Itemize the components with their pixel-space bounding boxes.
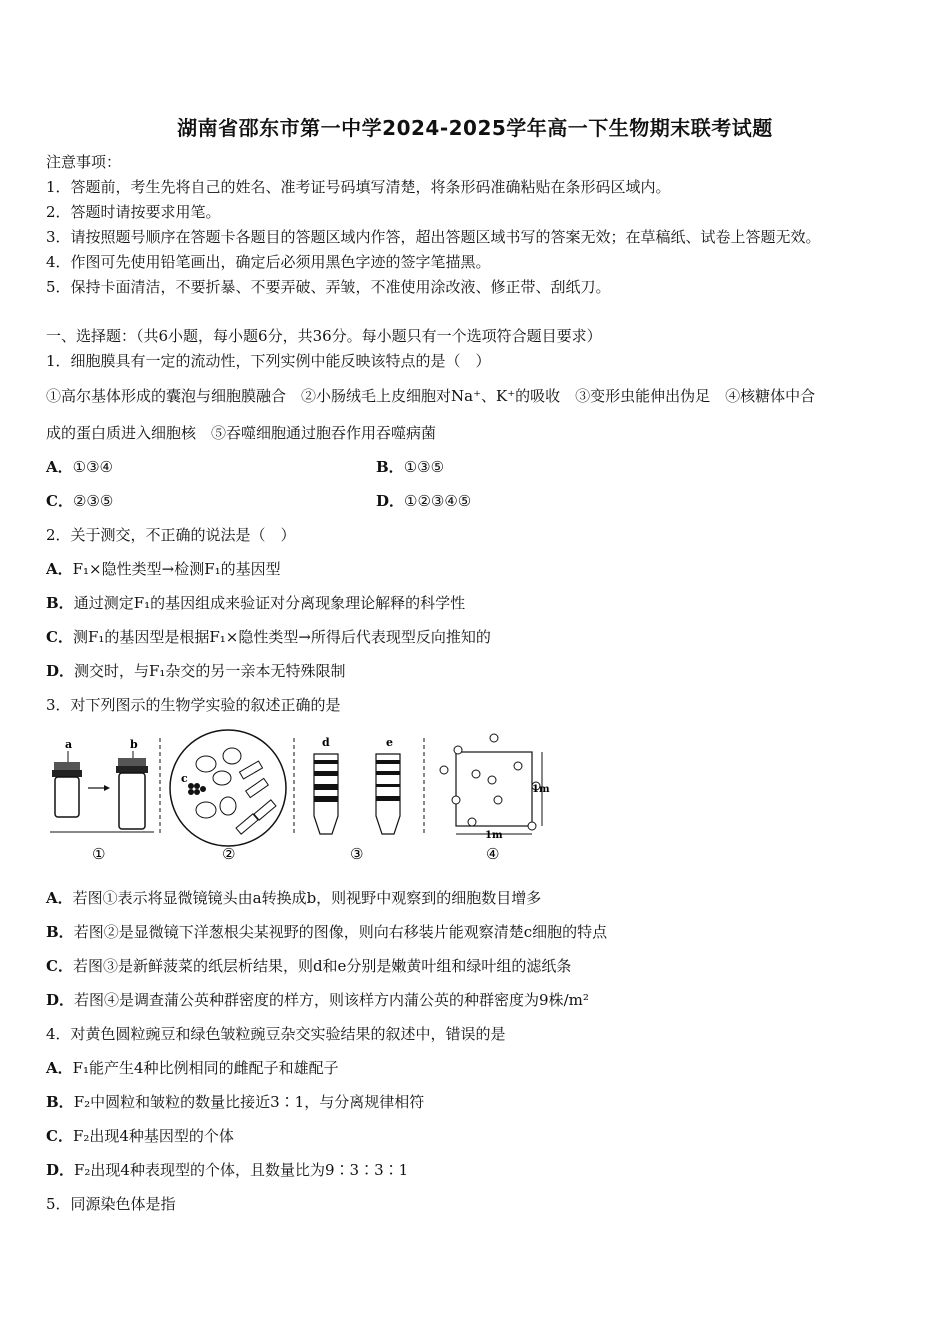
panel-label-3: ③ bbox=[350, 845, 364, 863]
q4-option-b: B．F₂中圆粒和皱粒的数量比接近3∶1，与分离规律相符 bbox=[46, 1093, 425, 1111]
page-title: 湖南省邵东市第一中学2024-2025学年高一下生物期末联考试题 bbox=[177, 116, 773, 140]
panel-label-2: ② bbox=[222, 845, 236, 863]
q1-items-line1: ①高尔基体形成的囊泡与细胞膜融合 ②小肠绒毛上皮细胞对Na⁺、K⁺的吸收 ③变形虫能伸出伪足 ④核糖体中合 bbox=[46, 387, 816, 405]
notice-item-4: 4．作图可先使用铅笔画出，确定后必须用黑色字迹的签字笔描黑。 bbox=[46, 253, 491, 271]
q2-option-d-text: 测交时，与F₁杂交的另一亲本无特殊限制 bbox=[74, 662, 346, 680]
notice-item-2: 2．答题时请按要求用笔。 bbox=[46, 203, 221, 221]
q1-option-c-text: ②③⑤ bbox=[72, 492, 114, 510]
q1-option-c: C．②③⑤ bbox=[46, 492, 114, 510]
notice-heading: 注意事项： bbox=[46, 153, 122, 171]
figure-panel-3 bbox=[314, 736, 400, 863]
q1-option-a-text: ①③④ bbox=[72, 458, 113, 476]
q2-option-b: B．通过测定F₁的基因组成来验证对分离现象理论解释的科学性 bbox=[46, 594, 466, 612]
q1-items-line2: 成的蛋白质进入细胞核 ⑤吞噬细胞通过胞吞作用吞噬病菌 bbox=[46, 424, 437, 442]
q2-option-c-text: 测F₁的基因型是根据F₁×隐性类型→所得后代表现型反向推知的 bbox=[72, 628, 491, 646]
q1-option-b-text: ①③⑤ bbox=[403, 458, 445, 476]
q4-option-d: D．F₂出现4种表现型的个体，且数量比为9∶3∶3∶1 bbox=[46, 1161, 409, 1179]
notice-item-3: 3．请按照题号顺序在答题卡各题目的答题区域内作答，超出答题区域书写的答案无效；在草稿纸、试卷上答题无效。 bbox=[46, 228, 821, 246]
notice-item-5: 5．保持卡面清洁，不要折暴、不要弄破、弄皱，不准使用涂改液、修正带、刮纸刀。 bbox=[46, 278, 611, 296]
q3-option-a: A．若图①表示将显微镜镜头由a转换成b，则视野中观察到的细胞数目增多 bbox=[46, 889, 542, 907]
panel-label-4: ④ bbox=[486, 845, 500, 863]
q4-option-c-text: F₂出现4种基因型的个体 bbox=[72, 1127, 234, 1145]
q3-option-c-text: 若图③是新鲜菠菜的纸层析结果，则d和e分别是嫩黄叶组和绿叶组的滤纸条 bbox=[72, 957, 572, 975]
panel-label-1: ① bbox=[92, 845, 106, 863]
q1-option-a: A．①③④ bbox=[46, 458, 113, 476]
q4-option-d-text: F₂出现4种表现型的个体，且数量比为9∶3∶3∶1 bbox=[74, 1161, 409, 1179]
q3-option-d-text: 若图④是调查蒲公英种群密度的样方，则该样方内蒲公英的种群密度为9株/m² bbox=[74, 991, 589, 1009]
q3-option-c: C．若图③是新鲜菠菜的纸层析结果，则d和e分别是嫩黄叶组和绿叶组的滤纸条 bbox=[46, 957, 572, 975]
q3-option-a-text: 若图①表示将显微镜镜头由a转换成b，则视野中观察到的细胞数目增多 bbox=[72, 889, 542, 907]
q1-stem: 1．细胞膜具有一定的流动性，下列实例中能反映该特点的是（ ） bbox=[46, 352, 491, 370]
q4-option-b-text: F₂中圆粒和皱粒的数量比接近3∶1，与分离规律相符 bbox=[73, 1093, 425, 1111]
dim-label-vertical: 1m bbox=[532, 784, 550, 795]
figure-panel-4 bbox=[440, 734, 550, 863]
q1-option-d-text: ①②③④⑤ bbox=[404, 492, 472, 510]
label-a: a bbox=[65, 738, 73, 751]
label-d: d bbox=[322, 736, 330, 749]
q1-option-d: D．①②③④⑤ bbox=[376, 492, 472, 510]
q1-option-b: B．①③⑤ bbox=[376, 458, 445, 476]
q3-option-b: B．若图②是显微镜下洋葱根尖某视野的图像，则向右移装片能观察清楚c细胞的特点 bbox=[46, 923, 608, 941]
q2-stem: 2．关于测交，不正确的说法是（ ） bbox=[46, 526, 296, 544]
dim-label-horizontal: 1m bbox=[485, 830, 503, 841]
figure-panel-2 bbox=[170, 730, 286, 863]
q4-option-c: C．F₂出现4种基因型的个体 bbox=[46, 1127, 234, 1145]
q4-option-a: A．F₁能产生4种比例相同的雌配子和雄配子 bbox=[46, 1059, 339, 1077]
q4-option-a-text: F₁能产生4种比例相同的雌配子和雄配子 bbox=[72, 1059, 339, 1077]
q4-stem: 4．对黄色圆粒豌豆和绿色皱粒豌豆杂交实验结果的叙述中，错误的是 bbox=[46, 1025, 506, 1043]
q5-stem: 5．同源染色体是指 bbox=[46, 1195, 176, 1213]
q2-option-c: C．测F₁的基因型是根据F₁×隐性类型→所得后代表现型反向推知的 bbox=[46, 628, 491, 646]
q3-option-b-text: 若图②是显微镜下洋葱根尖某视野的图像，则向右移装片能观察清楚c细胞的特点 bbox=[73, 923, 608, 941]
label-b: b bbox=[130, 738, 138, 751]
label-c: c bbox=[181, 772, 188, 785]
figure-panel-1 bbox=[50, 738, 154, 863]
q3-stem: 3．对下列图示的生物学实验的叙述正确的是 bbox=[46, 696, 341, 714]
q3-figure-svg bbox=[46, 726, 554, 866]
q3-option-d: D．若图④是调查蒲公英种群密度的样方，则该样方内蒲公英的种群密度为9株/m² bbox=[46, 991, 589, 1009]
q2-option-b-text: 通过测定F₁的基因组成来验证对分离现象理论解释的科学性 bbox=[73, 594, 466, 612]
q2-option-d: D．测交时，与F₁杂交的另一亲本无特殊限制 bbox=[46, 662, 346, 680]
q3-figure bbox=[46, 726, 554, 866]
notice-item-1: 1．答题前，考生先将自己的姓名、准考证号码填写清楚，将条形码准确粘贴在条形码区域内。 bbox=[46, 178, 671, 196]
section-heading: 一、选择题：（共6小题，每小题6分，共36分。每小题只有一个选项符合题目要求） bbox=[46, 327, 602, 345]
q2-option-a-text: F₁×隐性类型→检测F₁的基因型 bbox=[72, 560, 281, 578]
label-e: e bbox=[386, 736, 393, 749]
q2-option-a: A．F₁×隐性类型→检测F₁的基因型 bbox=[46, 560, 281, 578]
